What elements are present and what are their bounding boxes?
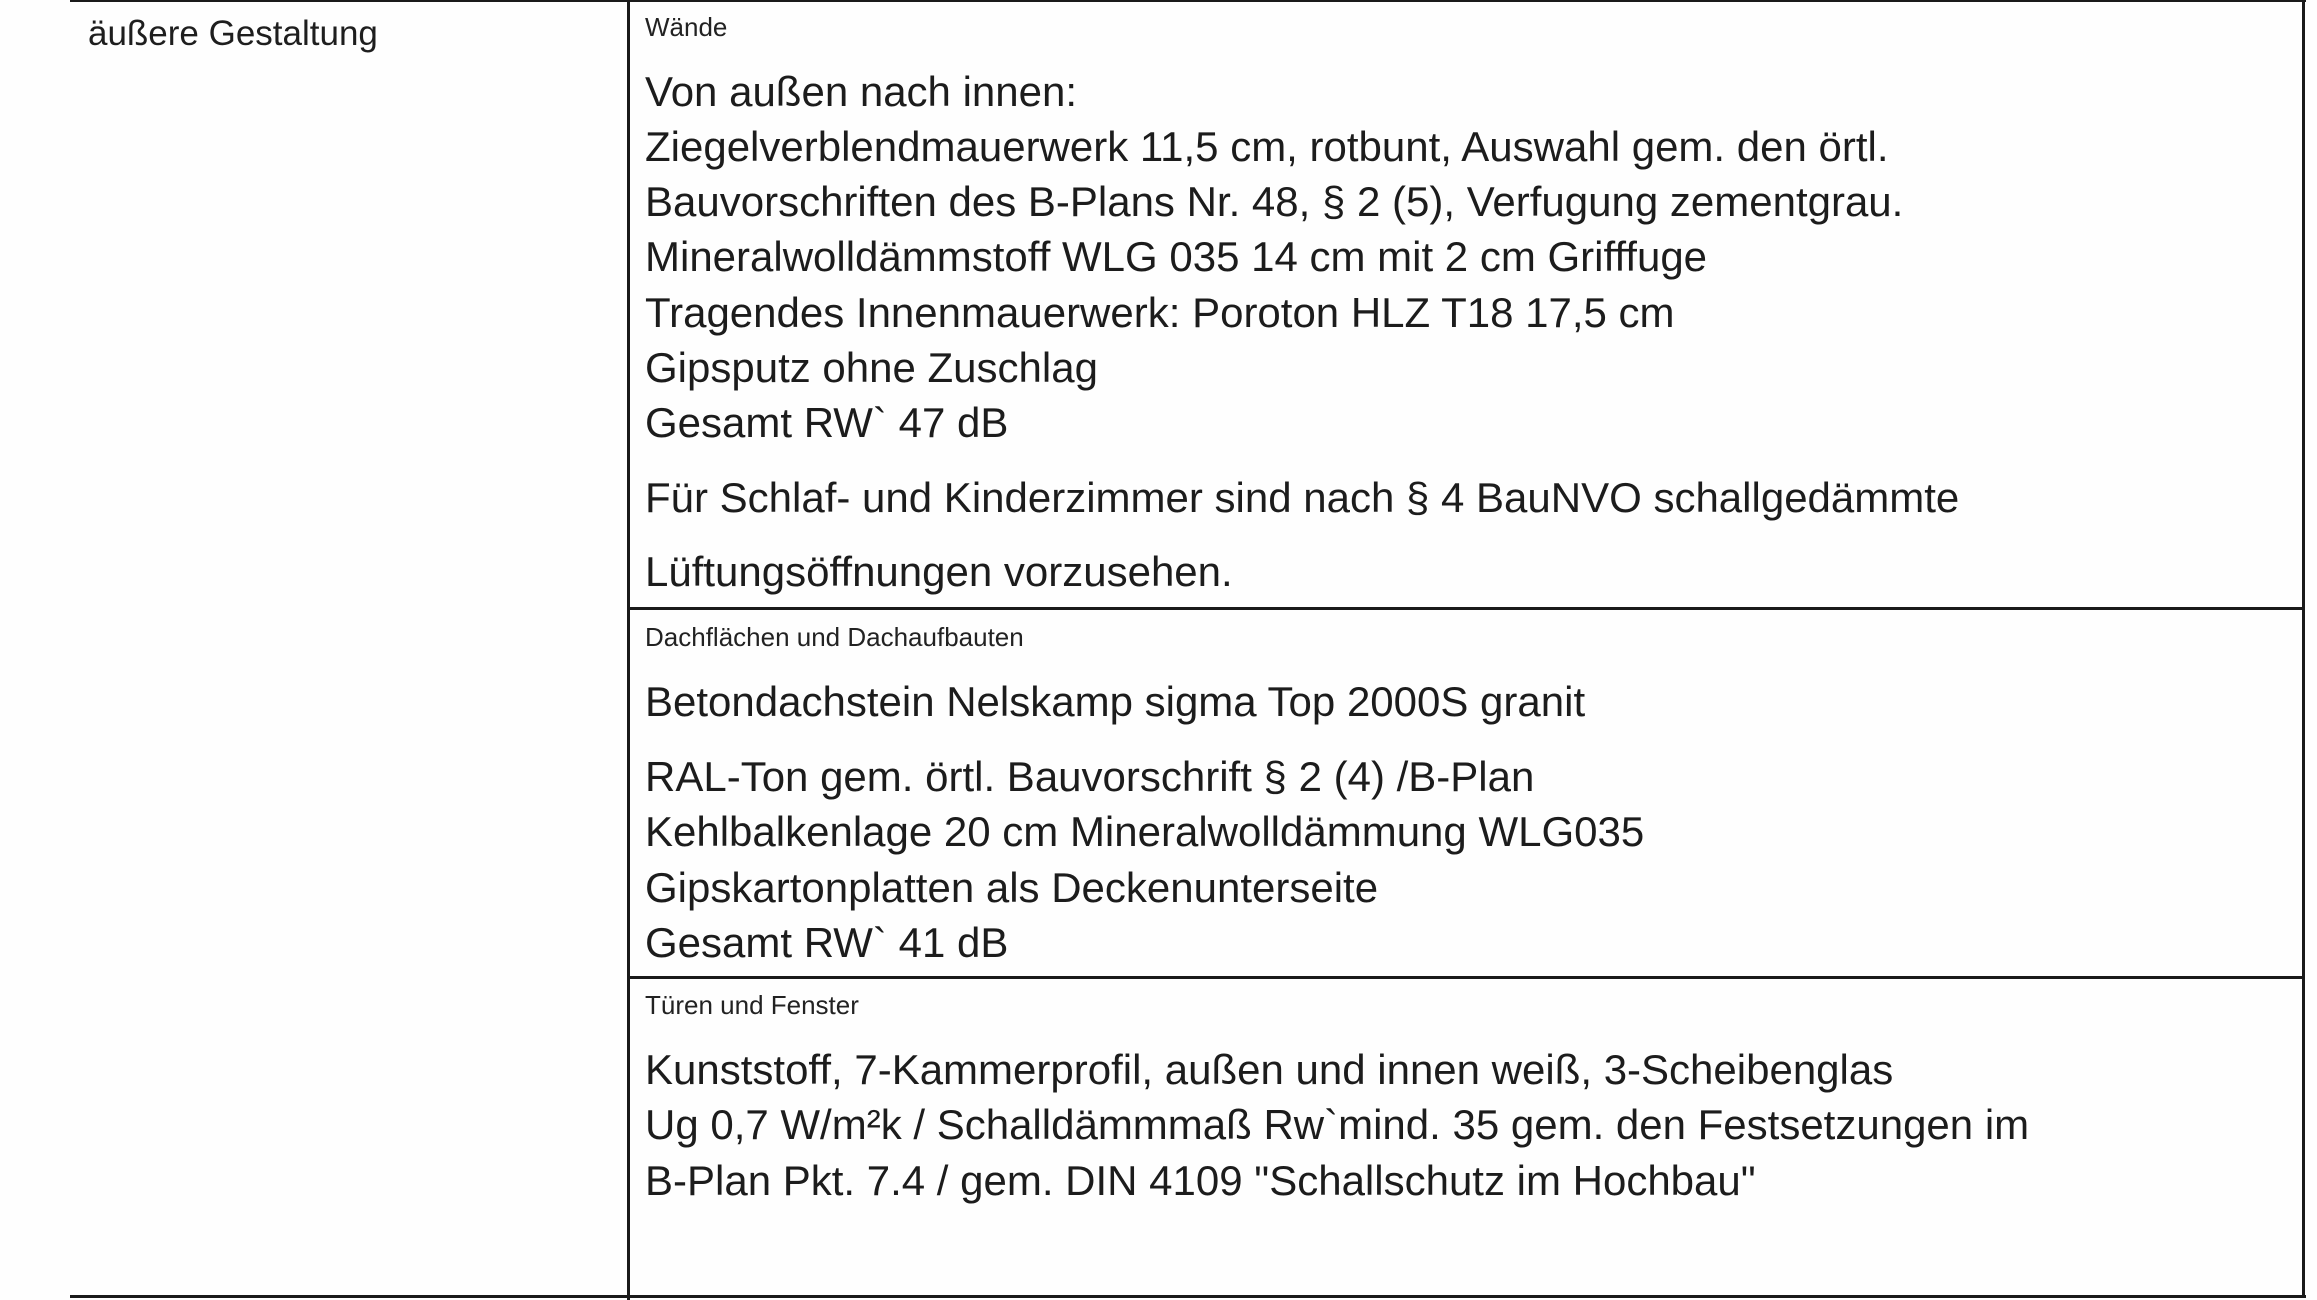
table-bottom-border: [70, 1295, 2306, 1298]
text-line: Tragendes Innenmauerwerk: Poroton HLZ T18 17,5 cm: [645, 289, 1675, 336]
text-line: Gesamt RW` 41 dB: [645, 919, 1009, 966]
text-line: Lüftungsöffnungen vorzusehen.: [645, 548, 1233, 595]
section-title: Dachflächen und Dachaufbauten: [645, 622, 1024, 652]
row-label: äußere Gestaltung: [88, 14, 378, 53]
text-line: Kunststoff, 7-Kammerprofil, außen und innen weiß, 3-Scheibenglas: [645, 1046, 1894, 1093]
text-line: Kehlbalkenlage 20 cm Mineralwolldämmung WLG035: [645, 808, 1645, 855]
row-separator: [627, 607, 2305, 610]
table-right-border: [2302, 0, 2305, 1298]
row-separator: [627, 976, 2305, 979]
text-line: B-Plan Pkt. 7.4 / gem. DIN 4109 "Schallschutz im Hochbau": [645, 1157, 1756, 1204]
section-title: Türen und Fenster: [645, 990, 859, 1020]
text-line: Für Schlaf- und Kinderzimmer sind nach § 4 BauNVO schallgedämmte: [645, 474, 1960, 521]
text-line: Bauvorschriften des B-Plans Nr. 48, § 2 (5), Verfugung zementgrau.: [645, 178, 1904, 225]
table-top-border: [70, 0, 2306, 2]
text-line: Gipskartonplatten als Deckenunterseite: [645, 864, 1379, 911]
text-line: Ziegelverblendmauerwerk 11,5 cm, rotbunt, Auswahl gem. den örtl.: [645, 123, 1889, 170]
text-line: Gipsputz ohne Zuschlag: [645, 344, 1098, 391]
text-line: Mineralwolldämmstoff WLG 035 14 cm mit 2 cm Grifffuge: [645, 233, 1708, 280]
column-divider: [627, 0, 630, 1300]
text-line: Von außen nach innen:: [645, 68, 1078, 115]
text-line: Betondachstein Nelskamp sigma Top 2000S granit: [645, 678, 1586, 725]
text-line: RAL-Ton gem. örtl. Bauvorschrift § 2 (4) /B-Plan: [645, 753, 1535, 800]
text-line: Ug 0,7 W/m²k / Schalldämmmaß Rw`mind. 35 gem. den Festsetzungen im: [645, 1101, 2030, 1148]
section-title: Wände: [645, 12, 728, 42]
text-line: Gesamt RW` 47 dB: [645, 399, 1009, 446]
